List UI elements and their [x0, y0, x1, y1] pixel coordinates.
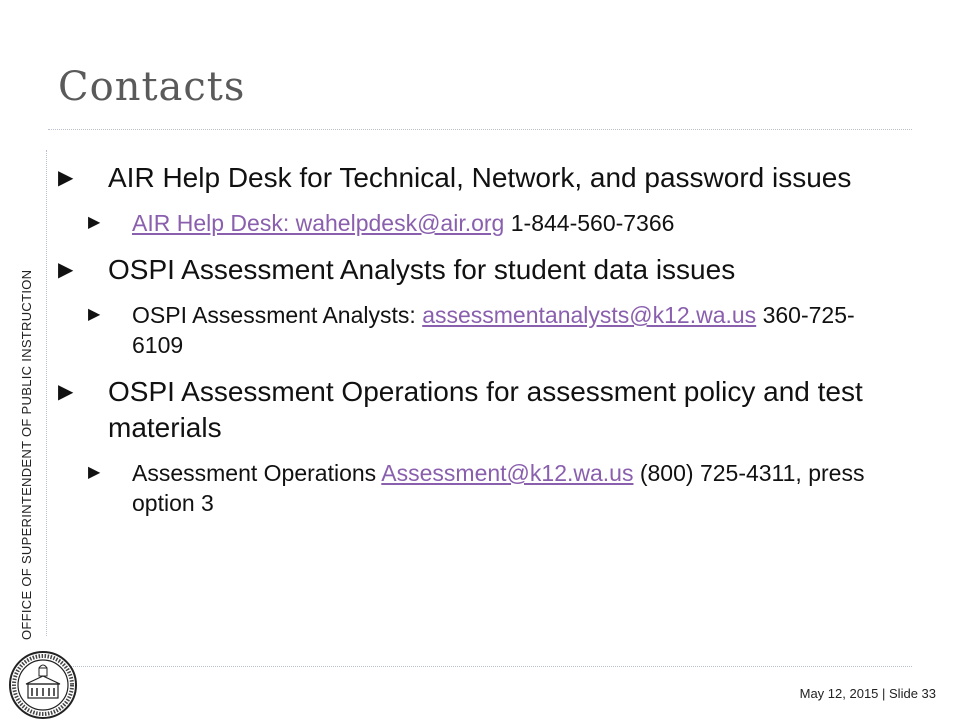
analysts-email-link[interactable]: assessmentanalysts@k12.wa.us	[422, 302, 757, 328]
contact-heading: AIR Help Desk for Technical, Network, and password issues	[108, 162, 852, 193]
triangle-right-icon: ▶	[88, 214, 101, 231]
sidebar-organization-text: OFFICE OF SUPERINTENDENT OF PUBLIC INSTRUCTION	[19, 269, 34, 640]
contact-label: OSPI Assessment Analysts:	[132, 302, 423, 328]
triangle-right-icon: ▶	[58, 167, 74, 189]
contact-phone: 360-725-6109	[132, 302, 855, 358]
air-helpdesk-email-link[interactable]: AIR Help Desk: wahelpdesk@air.org	[132, 210, 505, 236]
footer-separator: |	[878, 686, 890, 701]
contact-heading: OSPI Assessment Analysts for student data issues	[108, 254, 736, 285]
triangle-right-icon: ▶	[58, 381, 74, 403]
ospi-seal-logo	[8, 650, 78, 720]
contact-item-analysts	[58, 252, 898, 288]
contact-phone: (800) 725-4311, press option 3	[132, 460, 865, 516]
contact-item-operations	[58, 374, 898, 446]
contact-item-air	[58, 160, 898, 196]
contact-detail-air	[58, 208, 898, 238]
triangle-right-icon: ▶	[88, 306, 101, 323]
contacts-list	[58, 160, 898, 532]
bottom-divider	[48, 666, 912, 667]
footer-slide-number: Slide 33	[889, 686, 936, 701]
contact-phone: 1-844-560-7366	[504, 210, 675, 236]
contact-detail-analysts	[58, 300, 898, 360]
top-divider	[48, 129, 912, 130]
contact-heading: OSPI Assessment Operations for assessment policy and test materials	[108, 376, 863, 443]
slide-footer	[800, 686, 936, 701]
triangle-right-icon: ▶	[58, 259, 74, 281]
footer-date: May 12, 2015	[799, 686, 879, 701]
left-divider	[46, 150, 47, 636]
operations-email-link[interactable]: Assessment@k12.wa.us	[381, 460, 634, 486]
contact-label: Assessment Operations	[132, 460, 382, 486]
triangle-right-icon: ▶	[88, 464, 101, 481]
contact-detail-operations	[58, 458, 898, 518]
slide-title: Contacts	[58, 64, 246, 110]
